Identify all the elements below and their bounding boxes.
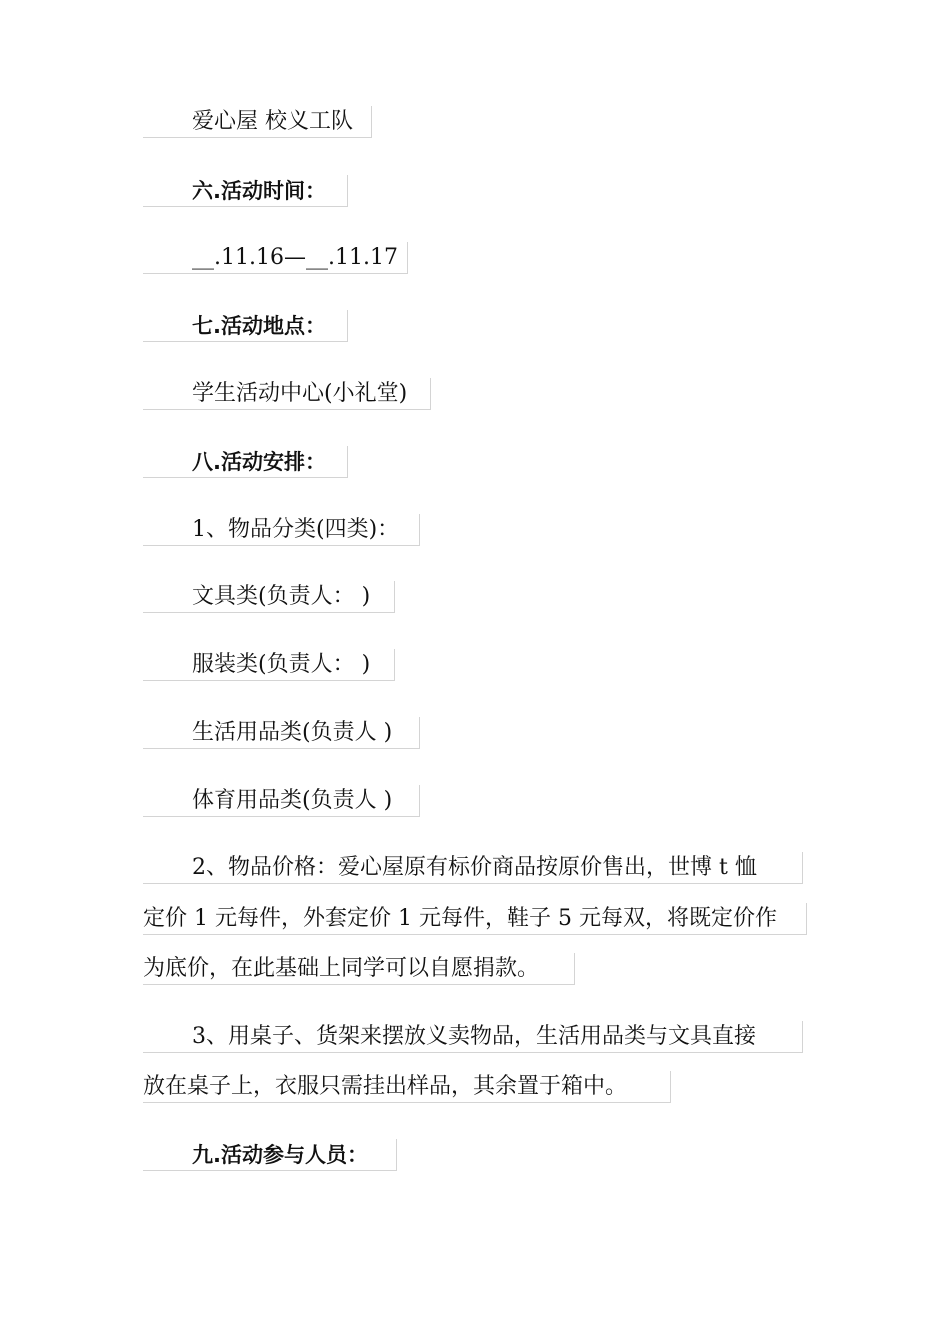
section-eight-heading: 八.活动安排：: [143, 446, 348, 478]
section-seven-heading: 七.活动地点：: [143, 310, 348, 342]
item-two-price-line-1: 2、物品价格：爱心屋原有标价商品按原价售出，世博 t 恤: [143, 852, 803, 884]
section-six-heading: 六.活动时间：: [143, 175, 348, 207]
section-nine-heading: 九.活动参与人员：: [143, 1139, 397, 1171]
item-two-price-line-2: 定价 1 元每件，外套定价 1 元每件，鞋子 5 元每双，将既定价作: [143, 903, 807, 935]
organizers-line: 爱心屋 校义工队: [143, 106, 372, 138]
category-clothing: 服装类(负责人： ): [143, 649, 395, 681]
item-one-classification: 1、物品分类(四类)：: [143, 514, 420, 546]
activity-time-value: __.11.16—__.11.17: [143, 242, 408, 274]
category-daily-goods: 生活用品类(负责人 ): [143, 717, 420, 749]
activity-location-value: 学生活动中心(小礼堂): [143, 378, 431, 410]
item-three-display-line-1: 3、用桌子、货架来摆放义卖物品，生活用品类与文具直接: [143, 1021, 803, 1053]
item-two-price-line-3: 为底价，在此基础上同学可以自愿捐款。: [143, 953, 575, 985]
category-sports-goods: 体育用品类(负责人 ): [143, 785, 420, 817]
category-stationery: 文具类(负责人： ): [143, 581, 395, 613]
item-three-display-line-2: 放在桌子上，衣服只需挂出样品，其余置于箱中。: [143, 1071, 671, 1103]
